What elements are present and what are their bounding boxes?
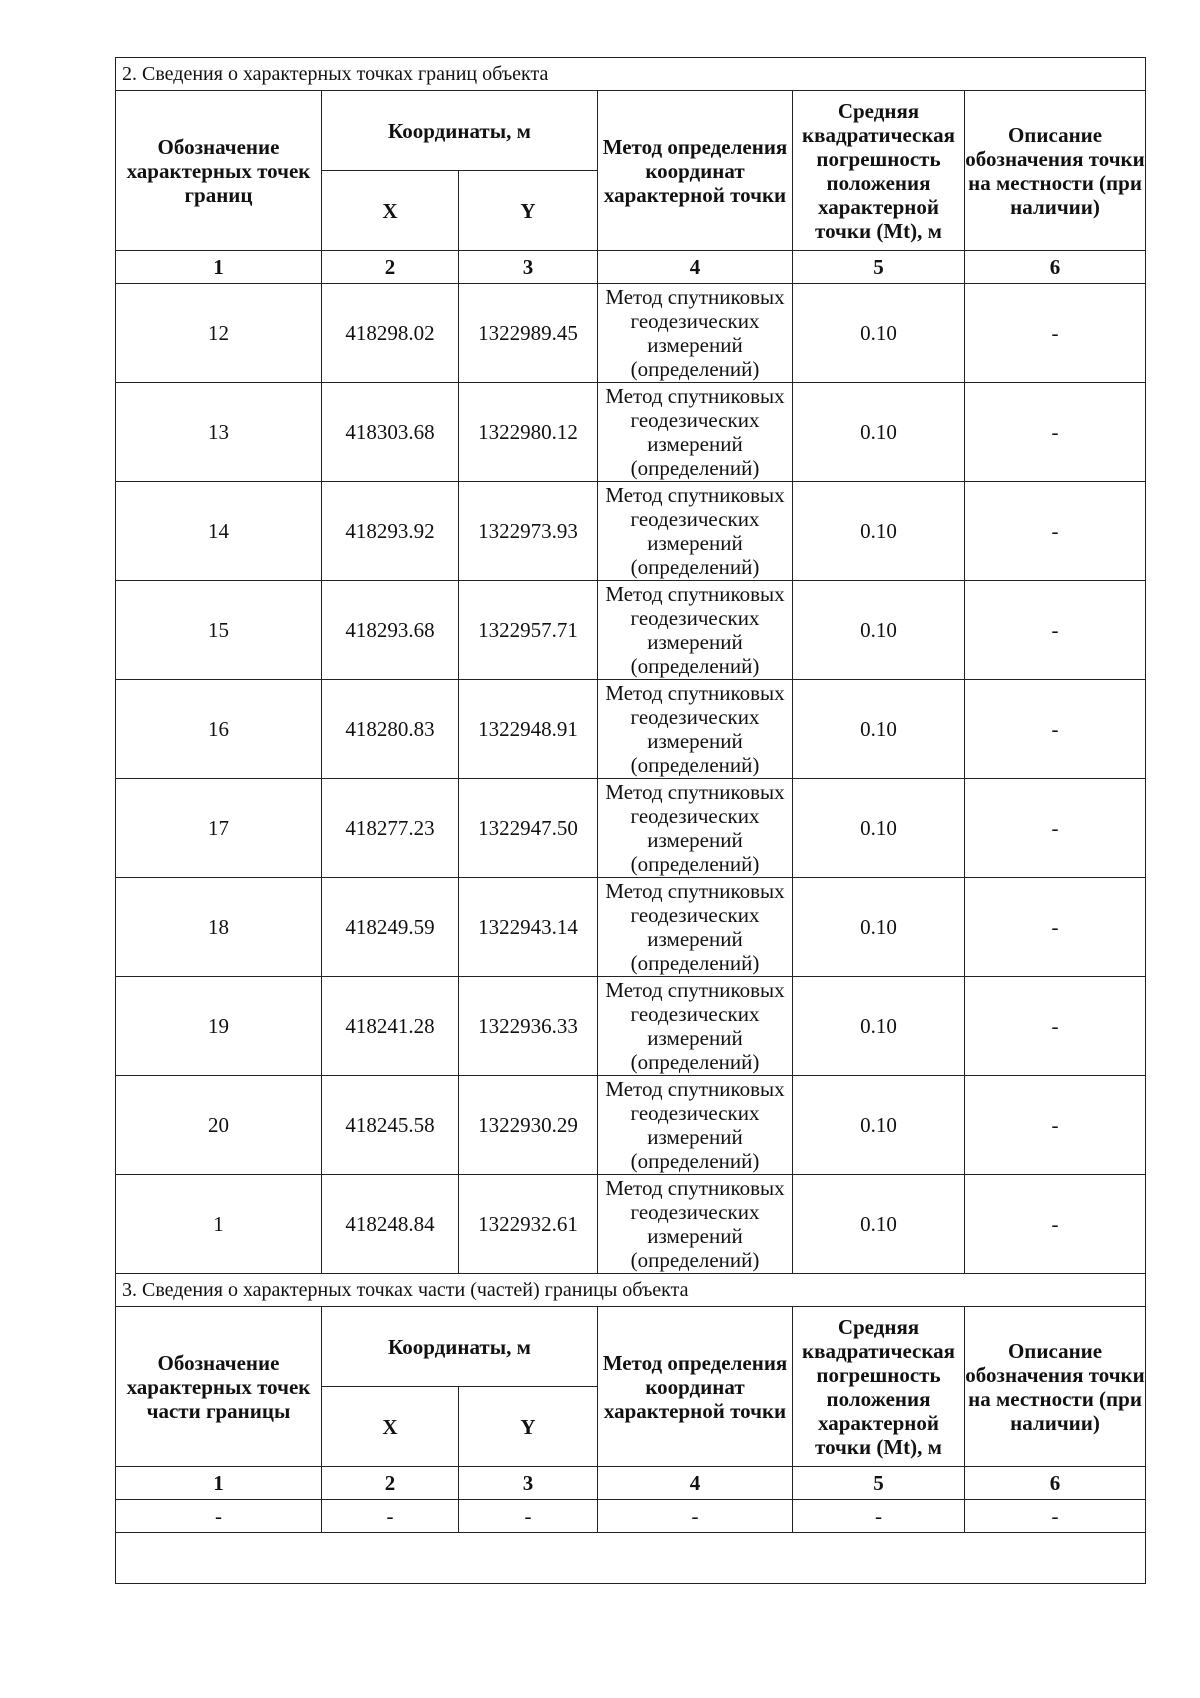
header-coords: Координаты, м xyxy=(322,1307,598,1387)
header-error: Средняя квадратическая погрешность положения характерной точки (Mt), м xyxy=(793,1307,965,1467)
point-id: 18 xyxy=(116,878,322,977)
method: Метод спутниковых геодезических измерений (определений) xyxy=(598,284,793,383)
description: - xyxy=(965,383,1146,482)
coord-y: 1322957.71 xyxy=(459,581,598,680)
point-id: 12 xyxy=(116,284,322,383)
error-value: 0.10 xyxy=(793,284,965,383)
empty-cell: - xyxy=(598,1500,793,1533)
coord-y: 1322980.12 xyxy=(459,383,598,482)
coord-y: 1322973.93 xyxy=(459,482,598,581)
description: - xyxy=(965,1175,1146,1274)
column-number: 6 xyxy=(965,1467,1146,1500)
header-description: Описание обозначения точки на местности (при наличии) xyxy=(965,91,1146,251)
table-row xyxy=(116,1175,1146,1274)
description: - xyxy=(965,977,1146,1076)
description: - xyxy=(965,1076,1146,1175)
empty-cell: - xyxy=(116,1500,322,1533)
coord-x: 418249.59 xyxy=(322,878,459,977)
coord-x: 418293.68 xyxy=(322,581,459,680)
method: Метод спутниковых геодезических измерений (определений) xyxy=(598,383,793,482)
description: - xyxy=(965,680,1146,779)
column-number-row xyxy=(116,251,1146,284)
coord-x: 418293.92 xyxy=(322,482,459,581)
error-value: 0.10 xyxy=(793,878,965,977)
coord-x: 418248.84 xyxy=(322,1175,459,1274)
header-method: Метод определения координат характерной точки xyxy=(598,91,793,251)
empty-cell: - xyxy=(322,1500,459,1533)
point-id: 19 xyxy=(116,977,322,1076)
column-number: 1 xyxy=(116,251,322,284)
table-row xyxy=(116,1500,1146,1533)
column-number: 4 xyxy=(598,1467,793,1500)
section-2-title: 2. Сведения о характерных точках границ объекта xyxy=(116,58,1146,91)
coord-x: 418241.28 xyxy=(322,977,459,1076)
coord-y: 1322932.61 xyxy=(459,1175,598,1274)
point-id: 17 xyxy=(116,779,322,878)
document-page xyxy=(115,57,1145,1584)
table-row xyxy=(116,482,1146,581)
description: - xyxy=(965,581,1146,680)
header-method: Метод определения координат характерной точки xyxy=(598,1307,793,1467)
coord-x: 418303.68 xyxy=(322,383,459,482)
coord-x: 418280.83 xyxy=(322,680,459,779)
method: Метод спутниковых геодезических измерений (определений) xyxy=(598,482,793,581)
table-row xyxy=(116,284,1146,383)
table-row xyxy=(116,878,1146,977)
coord-y: 1322936.33 xyxy=(459,977,598,1076)
coord-y: 1322930.29 xyxy=(459,1076,598,1175)
coord-y: 1322948.91 xyxy=(459,680,598,779)
column-number-row xyxy=(116,1467,1146,1500)
table-row xyxy=(116,779,1146,878)
column-number: 3 xyxy=(459,1467,598,1500)
description: - xyxy=(965,284,1146,383)
table-row xyxy=(116,581,1146,680)
header-y: Y xyxy=(459,171,598,251)
coord-y: 1322943.14 xyxy=(459,878,598,977)
empty-cell: - xyxy=(459,1500,598,1533)
table-row xyxy=(116,383,1146,482)
header-designation: Обозначение характерных точек границ xyxy=(116,91,322,251)
header-error: Средняя квадратическая погрешность положения характерной точки (Mt), м xyxy=(793,91,965,251)
error-value: 0.10 xyxy=(793,779,965,878)
error-value: 0.10 xyxy=(793,977,965,1076)
description: - xyxy=(965,878,1146,977)
method: Метод спутниковых геодезических измерений (определений) xyxy=(598,1175,793,1274)
table-row xyxy=(116,977,1146,1076)
column-number: 6 xyxy=(965,251,1146,284)
coord-x: 418277.23 xyxy=(322,779,459,878)
point-id: 13 xyxy=(116,383,322,482)
point-id: 16 xyxy=(116,680,322,779)
point-id: 15 xyxy=(116,581,322,680)
column-number: 5 xyxy=(793,1467,965,1500)
coord-y: 1322989.45 xyxy=(459,284,598,383)
boundary-points-table xyxy=(115,57,1146,1584)
empty-cell: - xyxy=(965,1500,1146,1533)
description: - xyxy=(965,482,1146,581)
column-number: 3 xyxy=(459,251,598,284)
point-id: 20 xyxy=(116,1076,322,1175)
point-id: 1 xyxy=(116,1175,322,1274)
method: Метод спутниковых геодезических измерений (определений) xyxy=(598,878,793,977)
header-designation: Обозначение характерных точек части границы xyxy=(116,1307,322,1467)
column-number: 2 xyxy=(322,1467,459,1500)
column-number: 4 xyxy=(598,251,793,284)
coord-x: 418298.02 xyxy=(322,284,459,383)
coord-y: 1322947.50 xyxy=(459,779,598,878)
header-coords: Координаты, м xyxy=(322,91,598,171)
column-number: 2 xyxy=(322,251,459,284)
table-row xyxy=(116,1076,1146,1175)
empty-cell: - xyxy=(793,1500,965,1533)
description: - xyxy=(965,779,1146,878)
column-number: 1 xyxy=(116,1467,322,1500)
method: Метод спутниковых геодезических измерений (определений) xyxy=(598,581,793,680)
header-x: X xyxy=(322,171,459,251)
header-x: X xyxy=(322,1387,459,1467)
coord-x: 418245.58 xyxy=(322,1076,459,1175)
error-value: 0.10 xyxy=(793,581,965,680)
column-number: 5 xyxy=(793,251,965,284)
method: Метод спутниковых геодезических измерений (определений) xyxy=(598,977,793,1076)
blank-footer-cell xyxy=(116,1533,1146,1584)
table-row xyxy=(116,680,1146,779)
header-y: Y xyxy=(459,1387,598,1467)
method: Метод спутниковых геодезических измерений (определений) xyxy=(598,680,793,779)
section-3-title: 3. Сведения о характерных точках части (частей) границы объекта xyxy=(116,1274,1146,1307)
error-value: 0.10 xyxy=(793,1076,965,1175)
method: Метод спутниковых геодезических измерений (определений) xyxy=(598,1076,793,1175)
point-id: 14 xyxy=(116,482,322,581)
header-description: Описание обозначения точки на местности (при наличии) xyxy=(965,1307,1146,1467)
method: Метод спутниковых геодезических измерений (определений) xyxy=(598,779,793,878)
error-value: 0.10 xyxy=(793,383,965,482)
error-value: 0.10 xyxy=(793,680,965,779)
error-value: 0.10 xyxy=(793,1175,965,1274)
error-value: 0.10 xyxy=(793,482,965,581)
